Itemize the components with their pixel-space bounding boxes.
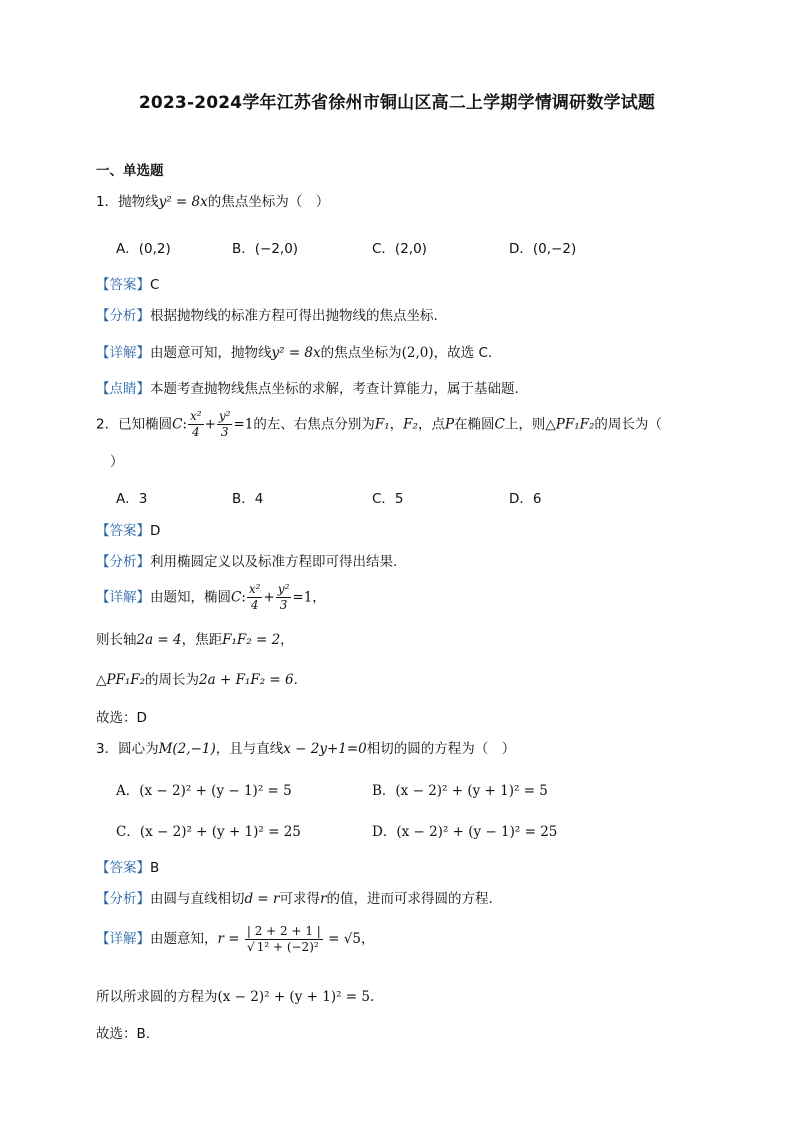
math-expr: 2a + F₁F₂ = 6 (199, 672, 294, 688)
math-expr: (x − 2)² + (y + 1)² = 5. (217, 989, 375, 1005)
detail-text: 由题意知， (150, 931, 218, 947)
detail-line (96, 344, 492, 362)
math-expr: △PF₁F₂ (96, 672, 146, 688)
detail-text: 的周长为 (145, 672, 200, 688)
detail-text: 的焦点坐标为 (320, 345, 402, 361)
question-number: 3． (96, 741, 119, 757)
answer-value: C (150, 277, 160, 293)
option-a: A．(x − 2)² + (y − 1)² = 5 (116, 783, 292, 799)
detail-text: ，焦距 (181, 632, 223, 648)
analysis-text: 利用椭圆定义以及标准方程即可得出结果. (150, 554, 398, 570)
question-text: 圆心为 (118, 741, 159, 757)
option-b: B．4 (232, 491, 264, 507)
question-text: 的周长为（ (594, 416, 662, 433)
math-expr: x − 2y+1=0 (283, 741, 367, 757)
comment-tag: 【点睛】 (96, 381, 150, 397)
detail-tag: 【详解】 (96, 345, 150, 361)
answer-tag: 【答案】 (96, 277, 150, 293)
analysis-tag: 【分析】 (96, 308, 150, 324)
option-c: C．5 (372, 491, 404, 507)
option-d: D．6 (509, 491, 542, 507)
detail-text: 由题意可知，抛物线 (150, 345, 272, 361)
math-expr: C (231, 589, 242, 606)
question-text: 相切的圆的方程为（ ） (366, 741, 516, 757)
detail-tag: 【详解】 (96, 931, 150, 947)
math-expr: F₁F₂ = 2 (222, 632, 281, 648)
math-expr: y² = 8x (158, 194, 208, 210)
detail-line: 【详解】由题知，椭圆C: $\frac{\text{x²}}{4}$ + $\frac{\text{y²}}{3}$ =1， (96, 582, 326, 612)
question-3 (96, 740, 515, 758)
question-text: 上，则 (504, 416, 546, 433)
analysis-line (96, 890, 493, 908)
math-expr: r = (217, 931, 240, 947)
analysis-text: 由圆与直线相切 (150, 891, 245, 907)
math-expr: 2a = 4 (136, 632, 182, 648)
math-expr: P (444, 416, 455, 433)
answer-line (96, 276, 159, 294)
option-c: C．(2,0) (372, 241, 427, 257)
question-text: ，且与直线 (215, 741, 284, 757)
detail-text: ，故选 C. (433, 345, 493, 361)
answer-value: B (150, 860, 160, 876)
math-expr: C (172, 416, 183, 433)
analysis-text: 可求得 (279, 891, 320, 907)
analysis-text: 的值，进而可求得圆的方程. (326, 891, 493, 907)
detail-text: ， (280, 632, 294, 648)
math-expr: d = r (244, 891, 280, 907)
comment-text: 本题考查抛物线焦点坐标的求解，考查计算能力，属于基础题. (150, 381, 519, 397)
conclusion: 故选：B. (96, 1026, 151, 1042)
question-text: 在椭圆 (454, 416, 495, 433)
detail-tag: 【详解】 (96, 589, 150, 606)
math-expr: F₂ (403, 416, 418, 433)
fraction: $\frac{| 2 + 2 + 1 |}{\text{√ 1² + (−2)²}}$ (246, 923, 321, 954)
option-a: A．3 (116, 491, 148, 507)
question-number: 1． (96, 194, 119, 210)
answer-tag: 【答案】 (96, 523, 150, 539)
question-text-wrap: ） (110, 454, 124, 470)
fraction: $\frac{\text{x²}}{4}$ (248, 582, 261, 612)
question-text: 已知椭圆 (118, 416, 173, 433)
math-expr: (2,0) (401, 345, 434, 361)
question-text: 的焦点坐标为（ ） (207, 194, 330, 210)
section-heading: 一、单选题 (96, 163, 164, 179)
question-1 (96, 193, 329, 211)
math-expr: F₁ (374, 416, 390, 433)
question-text: 的左、右焦点分别为 (253, 416, 375, 433)
fraction: $\frac{\text{y²}}{3}$ (218, 409, 231, 439)
analysis-text: 根据抛物线的标准方程可得出抛物线的焦点坐标. (150, 308, 438, 324)
fraction: $\frac{\text{y²}}{3}$ (277, 582, 290, 612)
detail-text: 由题知，椭圆 (150, 589, 231, 606)
page-title: 2023-2024学年江苏省徐州市铜山区高二上学期学情调研数学试题 (138, 93, 656, 113)
math-expr: M(2,−1) (158, 741, 216, 757)
math-expr: = √5 (328, 931, 361, 947)
answer-line (96, 522, 160, 540)
result-line (96, 988, 374, 1006)
conclusion: 故选：D (96, 710, 147, 726)
option-d: D．(x − 2)² + (y − 1)² = 25 (372, 824, 558, 840)
analysis-line (96, 307, 438, 325)
math-expr: r (320, 891, 327, 907)
option-b: B．(−2,0) (232, 241, 299, 257)
detail-line (96, 922, 374, 956)
option-d: D．(0,−2) (509, 241, 577, 257)
analysis-line (96, 553, 397, 571)
question-number: 2． (96, 416, 119, 433)
detail-text: 所以所求圆的方程为 (96, 989, 218, 1005)
option-a: A．(0,2) (116, 241, 171, 257)
answer-line (96, 859, 159, 877)
math-expr: △PF₁F₂ (545, 416, 595, 433)
option-b: B．(x − 2)² + (y + 1)² = 5 (372, 783, 548, 799)
question-text: ，点 (417, 416, 445, 433)
analysis-tag: 【分析】 (96, 554, 150, 570)
math-expr: C (494, 416, 505, 433)
question-2: 2．已知椭圆C: $\frac{\text{x²}}{4}$ + $\frac{\text{y²}}{3}$ =1的左、右焦点分别为F₁，F₂，点P在椭圆C上，则△PF₁F₂的周长为（ (96, 409, 662, 439)
detail-text: ， (360, 931, 375, 947)
answer-tag: 【答案】 (96, 860, 150, 876)
detail-line-3: △PF₁F₂的周长为2a + F₁F₂ = 6. (96, 672, 298, 688)
analysis-tag: 【分析】 (96, 891, 150, 907)
answer-value: D (150, 523, 161, 539)
detail-line-2 (96, 631, 294, 649)
fraction: $\frac{\text{x²}}{4}$ (190, 409, 202, 439)
option-c: C．(x − 2)² + (y + 1)² = 25 (116, 824, 301, 840)
detail-text: 则长轴 (96, 632, 137, 648)
question-text: 抛物线 (118, 194, 159, 210)
comment-line (96, 380, 519, 398)
math-expr: y² = 8x (271, 345, 321, 361)
